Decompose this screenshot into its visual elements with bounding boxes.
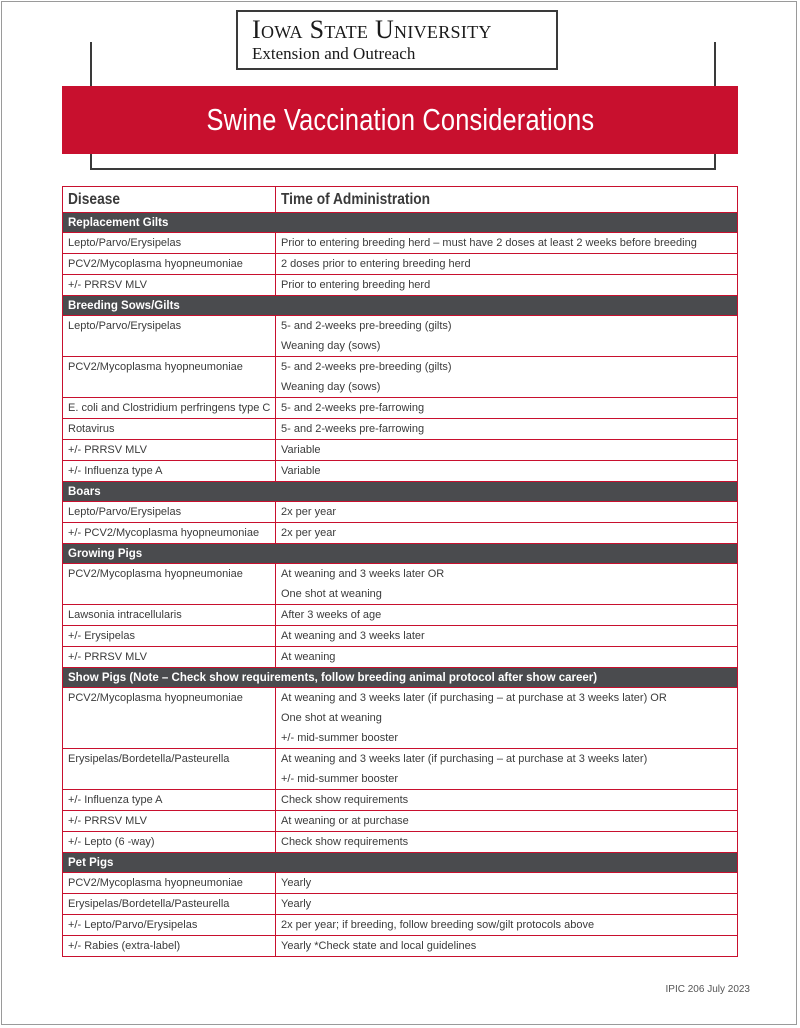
table-row <box>63 419 738 440</box>
section-header-row <box>63 296 738 316</box>
administration-cell <box>276 688 738 749</box>
administration-text: One shot at weaning <box>281 712 382 724</box>
table-row <box>63 811 738 832</box>
vaccination-table <box>62 186 738 957</box>
administration-cell <box>276 936 738 957</box>
disease-cell <box>63 605 276 626</box>
table-row <box>63 523 738 544</box>
administration-cell <box>276 894 738 915</box>
administration-text: Yearly *Check state and local guidelines <box>281 940 477 952</box>
administration-cell <box>276 275 738 296</box>
administration-cell <box>276 523 738 544</box>
table-row <box>63 647 738 668</box>
disease-cell <box>63 419 276 440</box>
table-row <box>63 915 738 936</box>
table-row <box>63 894 738 915</box>
disease-name: +/- PRRSV MLV <box>68 279 147 291</box>
disease-cell <box>63 254 276 275</box>
disease-cell <box>63 316 276 357</box>
administration-text: At weaning and 3 weeks later OR <box>281 568 445 580</box>
publication-code: IPIC 206 July 2023 <box>665 984 750 995</box>
administration-text: One shot at weaning <box>281 588 382 600</box>
disease-name: Lepto/Parvo/Erysipelas <box>68 237 182 249</box>
disease-cell <box>63 873 276 894</box>
administration-cell <box>276 605 738 626</box>
column-header-time: Time of Administration <box>276 187 738 213</box>
title-banner <box>62 86 738 154</box>
administration-text: +/- mid-summer booster <box>281 773 399 785</box>
disease-cell <box>63 811 276 832</box>
disease-name: Rotavirus <box>68 423 115 435</box>
administration-text: 5- and 2-weeks pre-farrowing <box>281 423 425 435</box>
table-row <box>63 605 738 626</box>
section-header-row <box>63 482 738 502</box>
disease-cell <box>63 357 276 398</box>
disease-name: +/- Influenza type A <box>68 465 163 477</box>
administration-text: Prior to entering breeding herd <box>281 279 431 291</box>
disease-name: PCV2/Mycoplasma hyopneumoniae <box>68 692 243 704</box>
administration-text: At weaning and 3 weeks later (if purchasing – at purchase at 3 weeks later) <box>281 753 648 765</box>
administration-text: Check show requirements <box>281 794 409 806</box>
administration-text: +/- mid-summer booster <box>281 732 399 744</box>
table-row <box>63 440 738 461</box>
disease-cell <box>63 749 276 790</box>
administration-text: 5- and 2-weeks pre-breeding (gilts) <box>281 361 452 373</box>
section-header-row <box>63 544 738 564</box>
disease-name: +/- Lepto/Parvo/Erysipelas <box>68 919 198 931</box>
administration-cell <box>276 502 738 523</box>
disease-name: +/- Lepto (6 -way) <box>68 836 155 848</box>
disease-name: PCV2/Mycoplasma hyopneumoniae <box>68 258 243 270</box>
disease-name: PCV2/Mycoplasma hyopneumoniae <box>68 877 243 889</box>
administration-cell <box>276 316 738 357</box>
table-body <box>63 213 738 957</box>
administration-cell <box>276 357 738 398</box>
table-row <box>63 357 738 398</box>
table-row <box>63 832 738 853</box>
administration-text: At weaning or at purchase <box>281 815 409 827</box>
disease-name: Erysipelas/Bordetella/Pasteurella <box>68 898 230 910</box>
section-header-row <box>63 853 738 873</box>
section-title: Breeding Sows/Gilts <box>63 296 738 316</box>
administration-text: 2x per year <box>281 506 337 518</box>
section-title: Pet Pigs <box>63 853 738 873</box>
disease-cell <box>63 647 276 668</box>
administration-text: Check show requirements <box>281 836 409 848</box>
administration-cell <box>276 564 738 605</box>
disease-name: +/- PCV2/Mycoplasma hyopneumoniae <box>68 527 260 539</box>
table-row <box>63 873 738 894</box>
administration-text: At weaning and 3 weeks later (if purchasing – at purchase at 3 weeks later) OR <box>281 692 667 704</box>
administration-cell <box>276 254 738 275</box>
administration-cell <box>276 647 738 668</box>
administration-cell <box>276 626 738 647</box>
administration-text: Variable <box>281 444 321 456</box>
administration-cell <box>276 440 738 461</box>
disease-cell <box>63 398 276 419</box>
disease-name: +/- Influenza type A <box>68 794 163 806</box>
administration-text: 5- and 2-weeks pre-breeding (gilts) <box>281 320 452 332</box>
administration-text: 2x per year <box>281 527 337 539</box>
table-row <box>63 564 738 605</box>
page-title: Swine Vaccination Considerations <box>206 102 594 137</box>
disease-name: +/- Erysipelas <box>68 630 135 642</box>
administration-cell <box>276 461 738 482</box>
administration-cell <box>276 832 738 853</box>
administration-text: Yearly <box>281 898 312 910</box>
disease-name: +/- PRRSV MLV <box>68 444 147 456</box>
table-header-row <box>63 187 738 213</box>
disease-cell <box>63 440 276 461</box>
table-row <box>63 749 738 790</box>
disease-name: PCV2/Mycoplasma hyopneumoniae <box>68 568 243 580</box>
table-row <box>63 688 738 749</box>
column-header-disease: Disease <box>63 187 276 213</box>
table-row <box>63 398 738 419</box>
disease-cell <box>63 832 276 853</box>
administration-text: After 3 weeks of age <box>281 609 382 621</box>
table-row <box>63 233 738 254</box>
table-row <box>63 936 738 957</box>
administration-cell <box>276 790 738 811</box>
administration-cell <box>276 811 738 832</box>
logo-wordmark: Iowa State University <box>252 15 492 44</box>
administration-text: 2x per year; if breeding, follow breeding sow/gilt protocols above <box>281 919 595 931</box>
section-title: Show Pigs (Note – Check show requirements, follow breeding animal protocol after show career) <box>63 668 738 688</box>
disease-name: +/- Rabies (extra-label) <box>68 940 181 952</box>
disease-cell <box>63 790 276 811</box>
table-row <box>63 254 738 275</box>
disease-name: Lawsonia intracellularis <box>68 609 182 621</box>
table-row <box>63 790 738 811</box>
disease-cell <box>63 564 276 605</box>
disease-cell <box>63 523 276 544</box>
administration-cell <box>276 233 738 254</box>
administration-text: Weaning day (sows) <box>281 340 381 352</box>
disease-cell <box>63 915 276 936</box>
administration-text: 2 doses prior to entering breeding herd <box>281 258 471 270</box>
administration-text: 5- and 2-weeks pre-farrowing <box>281 402 425 414</box>
disease-cell <box>63 461 276 482</box>
disease-cell <box>63 688 276 749</box>
disease-cell <box>63 626 276 647</box>
administration-text: At weaning <box>281 651 336 663</box>
section-header-row <box>63 213 738 233</box>
section-header-row <box>63 668 738 688</box>
section-title: Growing Pigs <box>63 544 738 564</box>
section-title: Boars <box>63 482 738 502</box>
table-row <box>63 275 738 296</box>
disease-name: PCV2/Mycoplasma hyopneumoniae <box>68 361 243 373</box>
administration-text: At weaning and 3 weeks later <box>281 630 425 642</box>
disease-name: Erysipelas/Bordetella/Pasteurella <box>68 753 230 765</box>
table-row <box>63 502 738 523</box>
table-row <box>63 316 738 357</box>
administration-text: Variable <box>281 465 321 477</box>
table-row <box>63 626 738 647</box>
disease-name: +/- PRRSV MLV <box>68 651 147 663</box>
administration-cell <box>276 915 738 936</box>
administration-cell <box>276 398 738 419</box>
disease-name: +/- PRRSV MLV <box>68 815 147 827</box>
disease-cell <box>63 502 276 523</box>
logo-subtitle: Extension and Outreach <box>252 44 416 63</box>
administration-cell <box>276 749 738 790</box>
administration-text: Yearly <box>281 877 312 889</box>
disease-cell <box>63 233 276 254</box>
disease-name: E. coli and Clostridium perfringens type C <box>68 402 270 414</box>
administration-text: Weaning day (sows) <box>281 381 381 393</box>
disease-cell <box>63 894 276 915</box>
administration-text: Prior to entering breeding herd – must have 2 doses at least 2 weeks before breeding <box>281 237 697 249</box>
administration-cell <box>276 419 738 440</box>
section-title: Replacement Gilts <box>63 213 738 233</box>
university-logo <box>236 10 558 70</box>
disease-name: Lepto/Parvo/Erysipelas <box>68 320 182 332</box>
disease-name: Lepto/Parvo/Erysipelas <box>68 506 182 518</box>
administration-cell <box>276 873 738 894</box>
table-row <box>63 461 738 482</box>
disease-cell <box>63 275 276 296</box>
disease-cell <box>63 936 276 957</box>
